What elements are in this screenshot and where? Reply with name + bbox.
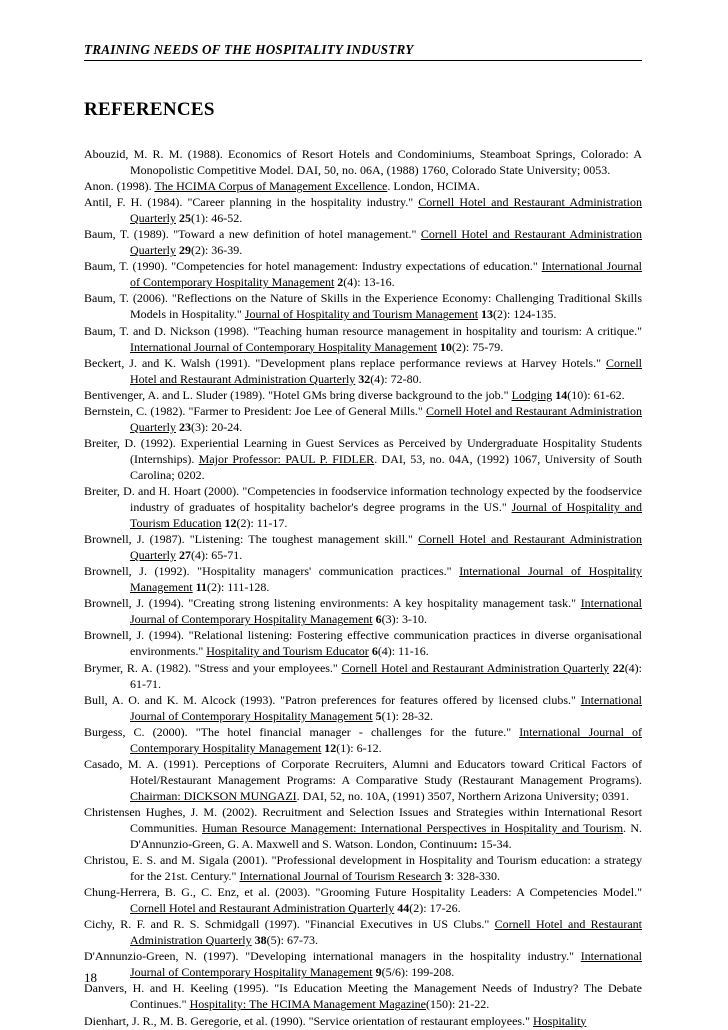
reference-entry bbox=[84, 531, 642, 563]
reference-volume: 14 bbox=[555, 387, 568, 402]
reference-entry bbox=[84, 627, 642, 659]
reference-text: Cichy, R. F. and R. S. Schmidgall (1997). "Financial Executives in US Clubs." bbox=[84, 917, 495, 932]
reference-text: Antil, F. H. (1984). "Career planning in the hospitality industry." bbox=[84, 195, 419, 210]
reference-text: Abouzid, M. R. M. (1988). Economics of Resort Hotels and Condominiums, Steamboat Springs, Colorado: A Monopolistic Competitive Model. DAI, 50, no. 06A, (1988) 1760, Colorado State University; 0053. bbox=[84, 147, 642, 178]
reference-text: Bentivenger, A. and L. Sluder (1989). "Hotel GMs bring diverse background to the job." bbox=[84, 387, 512, 402]
reference-text: . N. D'Annunzio-Green, G. A. Maxwell and S. Watson. London, Continuum bbox=[130, 820, 642, 852]
reference-text: Brownell, J. (1994). "Creating strong listening environments: A key hospitality management task." bbox=[84, 596, 581, 611]
reference-source-title: The HCIMA Corpus of Management Excellence bbox=[154, 179, 388, 194]
reference-text: (5): 67-73. bbox=[266, 933, 318, 948]
reference-text: (1): 6-12. bbox=[336, 740, 382, 755]
section-heading-references: REFERENCES bbox=[84, 99, 215, 120]
reference-source-title: Hospitality: The HCIMA Management Magazine bbox=[189, 997, 426, 1012]
reference-text: Christou, E. S. and M. Sigala (2001). "Professional development in Hospitality and Tourism education: a strategy for the 21st. Century." bbox=[84, 853, 642, 884]
reference-entry bbox=[84, 660, 642, 692]
reference-text: 15-34. bbox=[477, 837, 512, 852]
running-header: TRAINING NEEDS OF THE HOSPITALITY INDUSTRY bbox=[84, 42, 642, 61]
reference-volume: 10 bbox=[439, 339, 452, 354]
reference-entry bbox=[84, 724, 642, 756]
reference-volume: 9 bbox=[375, 965, 382, 980]
reference-volume: 12 bbox=[224, 516, 237, 531]
reference-text: Brownell, J. (1992). "Hospitality managers' communication practices." bbox=[84, 564, 460, 579]
reference-entry bbox=[84, 355, 642, 387]
reference-text: Brownell, J. (1987). "Listening: The toughest management skill." bbox=[84, 532, 419, 547]
reference-volume: 23 bbox=[178, 419, 191, 434]
reference-source-title: Journal of Hospitality and Tourism Management bbox=[244, 307, 479, 322]
reference-text: Baum, T. (1990). "Competencies for hotel management: Industry expectations of education." bbox=[84, 259, 542, 274]
reference-source-title: Cornell Hotel and Restaurant Administration Quarterly bbox=[130, 917, 642, 948]
reference-text: (10): 61-62. bbox=[567, 387, 625, 402]
reference-source-title: International Journal of Contemporary Hospitality Management bbox=[130, 596, 642, 627]
reference-volume: 38 bbox=[254, 933, 267, 948]
reference-volume: 32 bbox=[358, 371, 371, 386]
reference-text: Brownell, J. (1994). "Relational listening: Fostering effective communication practices in diverse organisational environments." bbox=[84, 628, 642, 659]
reference-text: Casado, M. A. (1991). Perceptions of Corporate Recruiters, Alumni and Educators toward Critical Factors of Hotel/Restaurant Management Programs: A Comparative Study (Restaurant Management Programs). bbox=[84, 756, 642, 787]
reference-volume: 27 bbox=[178, 548, 191, 563]
reference-text: Dienhart, J. R., M. B. Geregorie, et al. (1990). "Service orientation of restaurant employees." bbox=[84, 1013, 533, 1028]
reference-text: (4): 65-71. bbox=[190, 548, 243, 563]
reference-volume: 6 bbox=[375, 612, 382, 627]
reference-text: . London, HCIMA. bbox=[387, 179, 480, 194]
reference-text: Breiter, D. and H. Hoart (2000). "Competencies in foodservice information technology expected by the foodservice industry of graduates of hospitality bachelor's degree programs in the US." bbox=[84, 483, 642, 515]
reference-entry bbox=[84, 1013, 642, 1029]
reference-source-title: Hospitality bbox=[533, 1013, 587, 1028]
reference-text: (2): 75-79. bbox=[451, 339, 504, 354]
reference-text: (4): 61-71. bbox=[130, 660, 643, 691]
reference-source-title: Cornell Hotel and Restaurant Administration Quarterly bbox=[130, 403, 643, 434]
reference-entry bbox=[84, 756, 642, 804]
reference-text: (2): 17-26. bbox=[409, 901, 461, 916]
reference-source-title: Cornell Hotel and Restaurant Administration Quarterly bbox=[130, 901, 395, 916]
reference-entry bbox=[84, 178, 642, 194]
reference-text: D'Annunzio-Green, N. (1997). "Developing international managers in the hospitality industry." bbox=[84, 949, 581, 964]
reference-entry bbox=[84, 146, 642, 178]
reference-text: Danvers, H. and H. Keeling (1995). "Is Education Meeting the Management Needs of Industry? The Debate Continues." bbox=[84, 981, 642, 1012]
reference-text: (2): 36-39. bbox=[190, 243, 243, 258]
page-number: 18 bbox=[84, 970, 97, 985]
reference-entry bbox=[84, 595, 642, 627]
reference-source-title: Human Resource Management: International Perspectives in Hospitality and Tourism bbox=[201, 820, 624, 835]
reference-text: (150): 21-22. bbox=[425, 997, 490, 1012]
reference-entry bbox=[84, 387, 642, 403]
reference-source-title: Cornell Hotel and Restaurant Administration Quarterly bbox=[341, 660, 610, 675]
reference-text: (3): 20-24. bbox=[190, 419, 243, 434]
reference-text: Baum, T. (1989). "Toward a new definition of hotel management." bbox=[84, 227, 421, 242]
reference-source-title: International Journal of Contemporary Hospitality Management bbox=[130, 949, 642, 980]
reference-source-title: Hospitality and Tourism Educator bbox=[206, 644, 369, 659]
reference-entry bbox=[84, 483, 642, 531]
reference-entry bbox=[84, 226, 642, 258]
reference-source-title: International Journal of Contemporary Hospitality Management bbox=[130, 724, 642, 755]
reference-entry bbox=[84, 435, 642, 483]
reference-text: (4): 11-16. bbox=[377, 644, 429, 659]
reference-source-title: Cornell Hotel and Restaurant Administration Quarterly bbox=[130, 355, 642, 386]
reference-entry bbox=[84, 323, 642, 355]
reference-text: Bull, A. O. and K. M. Alcock (1993). "Patron preferences for features offered by licensed clubs." bbox=[84, 692, 581, 707]
reference-source-title: International Journal of Contemporary Hospitality Management bbox=[130, 692, 642, 723]
reference-source-title: Journal of Hospitality and Tourism Education bbox=[130, 500, 642, 531]
reference-volume: 13 bbox=[481, 307, 494, 322]
reference-source-title: Chairman: DICKSON MUNGAZI bbox=[130, 788, 297, 803]
reference-source-title: International Journal of Tourism Research bbox=[239, 869, 442, 884]
reference-text: Baum, T. (2006). "Reflections on the Nature of Skills in the Experience Economy: Challenging Traditional Skills Models in Hospitality." bbox=[84, 291, 642, 322]
reference-text: Anon. (1998). bbox=[84, 179, 155, 194]
reference-source-title: International Journal of Hospitality Management bbox=[130, 564, 642, 595]
reference-text: . DAI, 53, no. 04A, (1992) 1067, University of South Carolina; 0202. bbox=[130, 451, 642, 482]
reference-text: Chung-Herrera, B. G., C. Enz, et al. (2003). "Grooming Future Hospitality Leaders: A Competencies Model." bbox=[84, 885, 642, 900]
reference-source-title: International Journal of Contemporary Hospitality Management bbox=[130, 259, 642, 290]
reference-entry bbox=[84, 948, 642, 980]
reference-entry bbox=[84, 290, 642, 322]
reference-text: (4): 72-80. bbox=[370, 371, 422, 386]
reference-entry bbox=[84, 258, 642, 290]
reference-entry bbox=[84, 403, 642, 435]
reference-source-title: Major Professor: PAUL P. FIDLER bbox=[198, 451, 375, 466]
reference-volume: 25 bbox=[178, 211, 191, 226]
reference-volume: : bbox=[473, 837, 478, 852]
reference-list bbox=[84, 146, 642, 1029]
reference-text: (1): 28-32. bbox=[381, 708, 433, 723]
reference-entry bbox=[84, 916, 642, 948]
reference-text: (2): 111-128. bbox=[207, 580, 270, 595]
reference-source-title: Cornell Hotel and Restaurant Administration Quarterly bbox=[130, 195, 642, 226]
reference-volume: 29 bbox=[178, 243, 191, 258]
reference-volume: 22 bbox=[612, 660, 625, 675]
reference-text: (1): 46-52. bbox=[190, 211, 243, 226]
reference-text: Beckert, J. and K. Walsh (1991). "Development plans replace performance reviews at Harvey Hotels." bbox=[84, 355, 606, 370]
reference-source-title: Lodging bbox=[511, 387, 553, 402]
reference-text: Burgess, C. (2000). "The hotel financial manager - challenges for the future." bbox=[84, 724, 520, 739]
reference-text: : 328-330. bbox=[450, 869, 500, 884]
reference-volume: 11 bbox=[195, 580, 207, 595]
reference-text: Breiter, D. (1992). Experiential Learning in Guest Services as Perceived by Undergraduate Hospitality Students (Internships). bbox=[84, 435, 642, 466]
reference-text: Bernstein, C. (1982). "Farmer to President: Joe Lee of General Mills." bbox=[84, 403, 426, 418]
reference-entry bbox=[84, 884, 642, 916]
reference-text: Brymer, R. A. (1982). "Stress and your employees." bbox=[84, 660, 342, 675]
reference-text: (4): 13-16. bbox=[343, 275, 395, 290]
reference-text: (2): 11-17. bbox=[236, 516, 288, 531]
reference-entry bbox=[84, 692, 642, 724]
reference-text: (3): 3-10. bbox=[381, 612, 427, 627]
reference-text: (5/6): 199-208. bbox=[381, 965, 455, 980]
reference-volume: 44 bbox=[397, 901, 410, 916]
reference-source-title: Cornell Hotel and Restaurant Administration Quarterly bbox=[130, 227, 642, 258]
reference-text: Christensen Hughes, J. M. (2002). Recruitment and Selection Issues and Strategies within International Resort Communities. bbox=[84, 804, 642, 835]
reference-entry bbox=[84, 194, 642, 226]
reference-entry bbox=[84, 804, 642, 852]
reference-volume: 2 bbox=[337, 275, 344, 290]
reference-source-title: Cornell Hotel and Restaurant Administration Quarterly bbox=[130, 532, 642, 563]
reference-volume: 6 bbox=[371, 644, 378, 659]
reference-entry bbox=[84, 980, 642, 1012]
reference-text: Baum, T. and D. Nickson (1998). "Teaching human resource management in hospitality and tourism: A critique." bbox=[84, 323, 642, 338]
reference-volume: 12 bbox=[324, 740, 337, 755]
reference-text: (2): 124-135. bbox=[493, 307, 557, 322]
reference-text: . DAI, 52, no. 10A, (1991) 3507, Northern Arizona University; 0391. bbox=[296, 788, 629, 803]
reference-entry bbox=[84, 563, 642, 595]
reference-entry bbox=[84, 852, 642, 884]
reference-source-title: International Journal of Contemporary Hospitality Management bbox=[130, 339, 437, 354]
reference-volume: 3 bbox=[444, 869, 451, 884]
reference-volume: 5 bbox=[375, 708, 382, 723]
